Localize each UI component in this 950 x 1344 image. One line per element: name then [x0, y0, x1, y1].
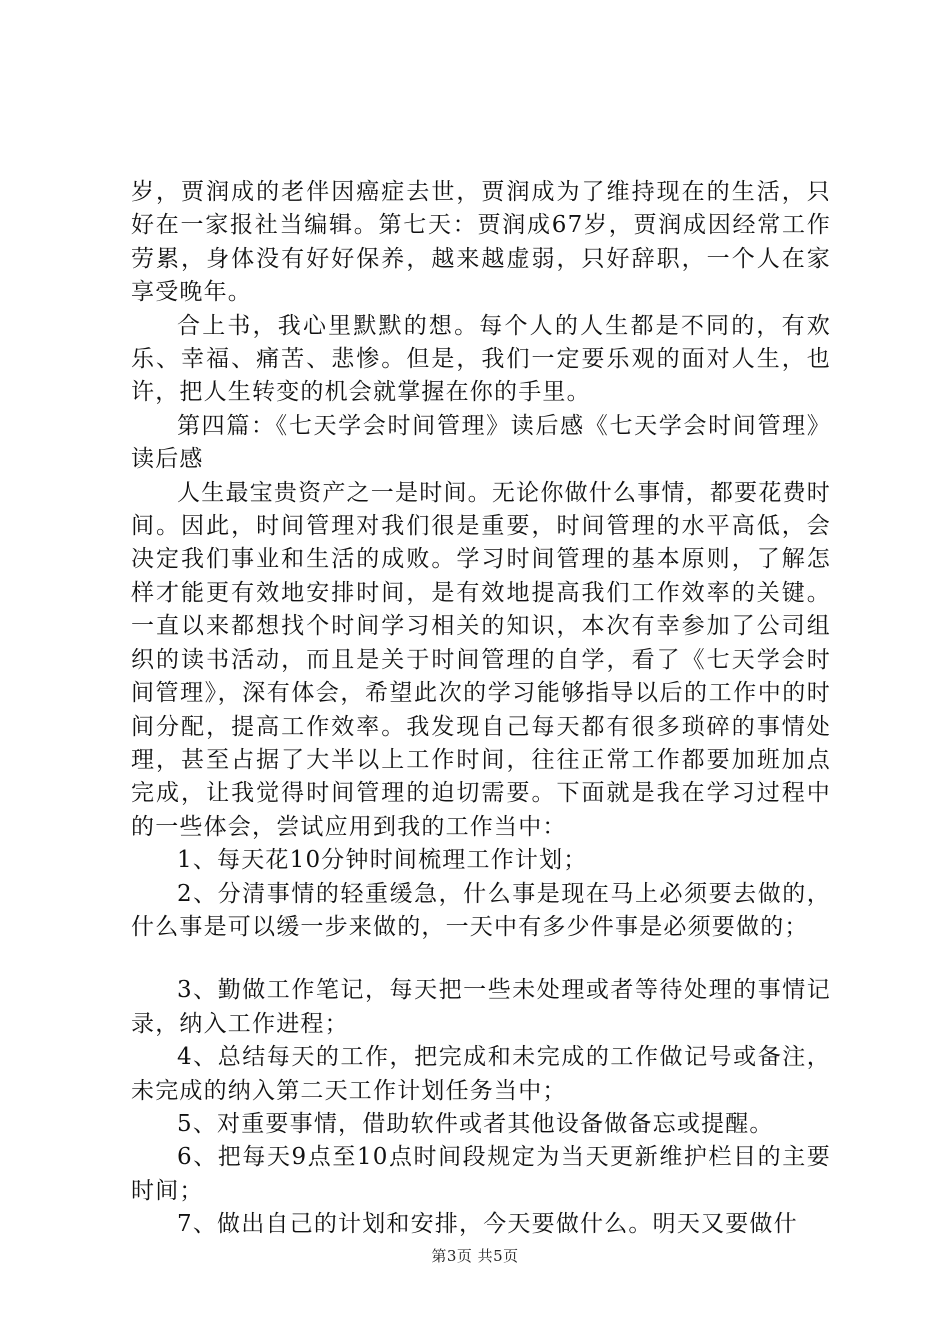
list-item-6: 6、把每天9点至10点时间段规定为当天更新维护栏目的主要时间；	[131, 1144, 831, 1204]
list-item-2: 2、分清事情的轻重缓急，什么事是现在马上必须要去做的，什么事是可以缓一步来做的，一天中有多少件事是必须要做的；	[131, 880, 831, 940]
document-body	[131, 176, 831, 1242]
list-item-1: 1、每天花10分钟时间梳理工作计划；	[177, 847, 588, 874]
page-footer: 第3页 共5页	[431, 1247, 519, 1265]
paragraph-intro: 人生最宝贵资产之一是时间。无论你做什么事情，都要花费时间。因此，时间管理对我们很是重要，时间管理的水平高低，会决定我们事业和生活的成败。学习时间管理的基本原则，了解怎样才能更有效地安排时间，是有效地提高我们工作效率的关键。一直以来都想找个时间学习相关的知识，本次有幸参加了公司组织的读书活动，而且是关于时间管理的自学，看了《七天学会时间管理》，深有体会，希望此次的学习能够指导以后的工作中的时间分配，提高工作效率。我发现自己每天都有很多琐碎的事情处理，甚至占据了大半以上工作时间，往往正常工作都要加班加点完成，让我觉得时间管理的迫切需要。下面就是我在学习过程中的一些体会，尝试应用到我的工作当中：	[131, 479, 831, 840]
list-item-3: 3、勤做工作笔记，每天把一些未处理或者等待处理的事情记录，纳入工作进程；	[131, 977, 831, 1037]
section-heading: 第四篇：《七天学会时间管理》读后感《七天学会时间管理》读后感	[131, 412, 831, 473]
paragraph-continuation: 岁，贾润成的老伴因癌症去世，贾润成为了维持现在的生活，只好在一家报社当编辑。第七天：贾润成67岁，贾润成因经常工作劳累，身体没有好好保养，越来越虚弱，只好辞职，一个人在家享受晚年。	[131, 179, 831, 306]
list-item-4: 4、总结每天的工作，把完成和未完成的工作做记号或备注，未完成的纳入第二天工作计划任务当中；	[131, 1044, 831, 1104]
list-item-7: 7、做出自己的计划和安排，今天要做什么。明天又要做什	[177, 1211, 798, 1238]
list-item-5: 5、对重要事情，借助软件或者其他设备做备忘或提醒。	[177, 1110, 774, 1137]
paragraph-reflection: 合上书，我心里默默的想。每个人的人生都是不同的，有欢乐、幸福、痛苦、悲惨。但是，我们一定要乐观的面对人生，也许，把人生转变的机会就掌握在你的手里。	[131, 312, 831, 406]
